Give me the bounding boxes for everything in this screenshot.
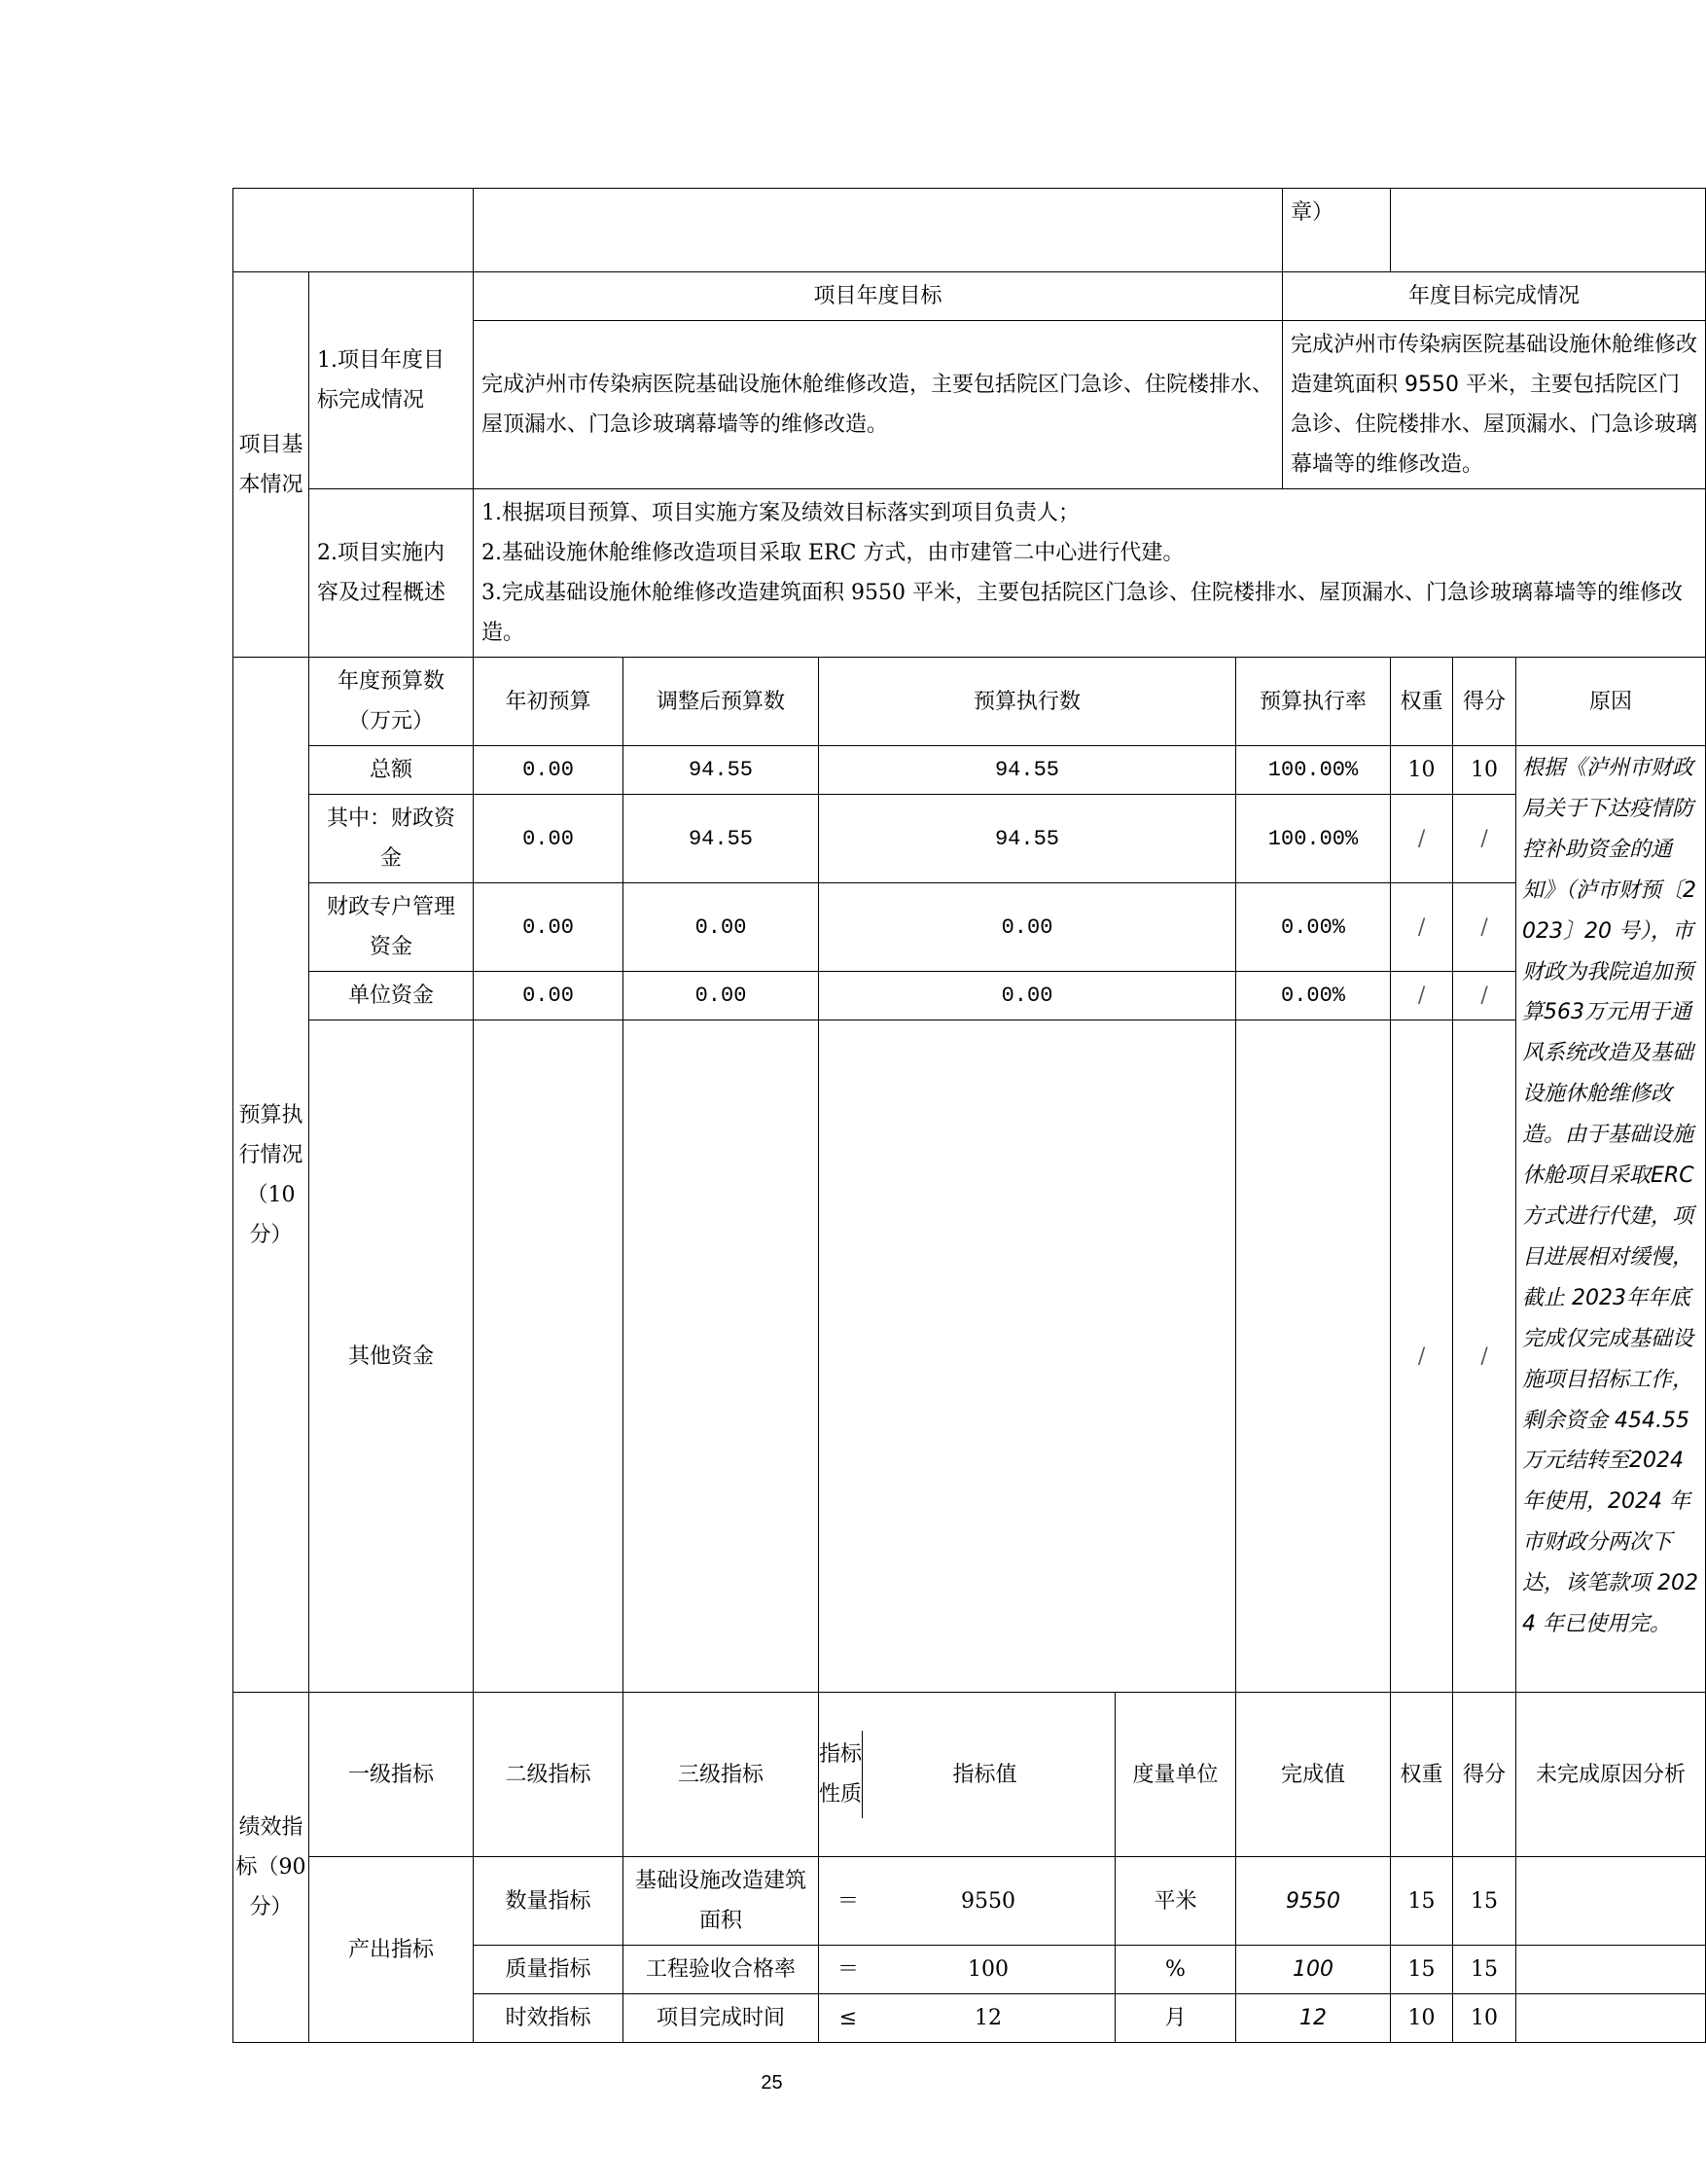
budget-rate: 100.00% [1236, 795, 1391, 883]
perf-score: 15 [1453, 1946, 1516, 1994]
perf-nature: ＝ [836, 1957, 859, 1982]
blank-cell [474, 189, 1283, 272]
budget-header-score: 得分 [1453, 658, 1516, 746]
perf-group-label: 产出指标 [309, 1857, 474, 2043]
perf-target: 100 [968, 1957, 1009, 1982]
process-item: 1.根据项目预算、项目实施方案及绩效目标落实到项目负责人； [481, 501, 1080, 525]
completion-header: 年度目标完成情况 [1283, 272, 1706, 321]
budget-row [233, 746, 1706, 795]
perf-header-unit: 度量单位 [1116, 1693, 1236, 1857]
perf-analysis [1516, 1857, 1706, 1946]
process-item: 2.基础设施休舱维修改造项目采取 ERC 方式，由市建管二中心进行代建。 [481, 541, 1185, 565]
budget-header-rate: 预算执行率 [1236, 658, 1391, 746]
perf-weight: 15 [1391, 1857, 1453, 1946]
perf-header-actual: 完成值 [1236, 1693, 1391, 1857]
perf-level3: 基础设施改造建筑面积 [623, 1857, 819, 1946]
target-text: 完成泸州市传染病医院基础设施休舱维修改造，主要包括院区门急诊、住院楼排水、屋顶漏水、门急诊玻璃幕墙等的维修改造。 [474, 321, 1283, 489]
perf-target: 9550 [961, 1888, 1015, 1914]
budget-weight: / [1391, 883, 1453, 972]
perf-header-analysis: 未完成原因分析 [1516, 1693, 1706, 1857]
budget-row-label: 财政专户管理资金 [309, 883, 474, 972]
budget-weight: / [1391, 1020, 1453, 1693]
budget-row-label: 总额 [309, 746, 474, 795]
performance-section-label: 绩效指标（90分） [233, 1693, 309, 2043]
budget-initial: 0.00 [474, 883, 623, 972]
perf-actual: 12 [1236, 1994, 1391, 2043]
perf-weight: 15 [1391, 1946, 1453, 1994]
perf-header-level1: 一级指标 [309, 1693, 474, 1857]
perf-score: 15 [1453, 1857, 1516, 1946]
perf-level2: 时效指标 [474, 1994, 623, 2043]
perf-level2: 质量指标 [474, 1946, 623, 1994]
perf-actual: 9550 [1236, 1857, 1391, 1946]
basic-section-label: 项目基本情况 [233, 272, 309, 658]
budget-rate [1236, 1020, 1391, 1693]
perf-header-level2: 二级指标 [474, 1693, 623, 1857]
perf-actual: 100 [1236, 1946, 1391, 1994]
budget-score: / [1453, 1020, 1516, 1693]
completion-text: 完成泸州市传染病医院基础设施休舱维修改造建筑面积 9550 平米，主要包括院区门急诊、住院楼排水、屋顶漏水、门急诊玻璃幕墙等的维修改造。 [1283, 321, 1706, 489]
budget-row [233, 883, 1706, 972]
budget-adjusted: 0.00 [623, 883, 819, 972]
blank-cell [1391, 189, 1706, 272]
perf-header-weight: 权重 [1391, 1693, 1453, 1857]
perf-nature: ＝ [836, 1888, 859, 1914]
performance-evaluation-table [232, 188, 1706, 2043]
budget-initial: 0.00 [474, 972, 623, 1020]
seal-text: 章） [1283, 189, 1391, 272]
process-item: 3.完成基础设施休舱维修改造建筑面积 9550 平米，主要包括院区门急诊、住院楼排水、屋顶漏水、门急诊玻璃幕墙等的维修改造。 [481, 581, 1683, 645]
target-label: 1.项目年度目标完成情况 [309, 272, 474, 489]
budget-adjusted: 94.55 [623, 746, 819, 795]
perf-unit: 月 [1116, 1994, 1236, 2043]
perf-unit: % [1116, 1946, 1236, 1994]
budget-weight: 10 [1391, 746, 1453, 795]
perf-header-target [819, 1693, 1116, 1857]
budget-executed: 94.55 [819, 746, 1236, 795]
continuation-row [233, 189, 1706, 272]
budget-adjusted: 0.00 [623, 972, 819, 1020]
budget-score: / [1453, 972, 1516, 1020]
budget-rate: 100.00% [1236, 746, 1391, 795]
budget-row [233, 795, 1706, 883]
budget-initial [474, 1020, 623, 1693]
budget-header-initial: 年初预算 [474, 658, 623, 746]
budget-header-annual: 年度预算数（万元） [309, 658, 474, 746]
budget-rate: 0.00% [1236, 883, 1391, 972]
process-content [474, 489, 1706, 658]
budget-header-weight: 权重 [1391, 658, 1453, 746]
budget-weight: / [1391, 972, 1453, 1020]
budget-header-reason: 原因 [1516, 658, 1706, 746]
budget-section-label: 预算执行情况（10分） [233, 658, 309, 1693]
budget-header-adjusted: 调整后预算数 [623, 658, 819, 746]
perf-header-score: 得分 [1453, 1693, 1516, 1857]
budget-weight: / [1391, 795, 1453, 883]
page-number: 25 [761, 2072, 783, 2094]
perf-header-level3: 三级指标 [623, 1693, 819, 1857]
perf-target: 12 [975, 2006, 1002, 2030]
budget-row-label: 其中：财政资金 [309, 795, 474, 883]
budget-executed [819, 1020, 1236, 1693]
budget-reason-text: 根据《泸州市财政局关于下达疫情防控补助资金的通知》（泸市财预〔2023〕20 号），市财政为我院追加预算563万元用于通风系统改造及基础设施休舱维修改造。由于基础设施休舱项目采取ERC方式进行代建，项目进展相对缓慢，截止 2023年年底完成仅完成基础设施项目招标工作，剩余资金 454.55 万元结转至2024年使用，2024 年市财政分两次下达，该笔款项 2024 年已使用完。 [1516, 746, 1706, 1693]
budget-executed: 0.00 [819, 972, 1236, 1020]
perf-score: 10 [1453, 1994, 1516, 2043]
budget-executed: 94.55 [819, 795, 1236, 883]
budget-initial: 0.00 [474, 746, 623, 795]
budget-adjusted: 94.55 [623, 795, 819, 883]
perf-row [233, 1857, 1706, 1946]
budget-initial: 0.00 [474, 795, 623, 883]
perf-target-cell [819, 1946, 1116, 1994]
budget-header-executed: 预算执行数 [819, 658, 1236, 746]
budget-score: 10 [1453, 746, 1516, 795]
blank-cell [233, 189, 474, 272]
budget-adjusted [623, 1020, 819, 1693]
budget-row-label: 其他资金 [309, 1020, 474, 1693]
budget-row [233, 972, 1706, 1020]
perf-nature: ≤ [838, 2006, 858, 2030]
perf-analysis [1516, 1994, 1706, 2043]
perf-header-target-value: 指标值 [952, 1762, 1017, 1787]
budget-score: / [1453, 795, 1516, 883]
budget-row-label: 单位资金 [309, 972, 474, 1020]
target-header: 项目年度目标 [474, 272, 1283, 321]
perf-unit: 平米 [1116, 1857, 1236, 1946]
perf-header-nature: 指标性质 [819, 1731, 863, 1818]
perf-target-cell [819, 1857, 1116, 1946]
budget-row [233, 1020, 1706, 1693]
process-label: 2.项目实施内容及过程概述 [309, 489, 474, 658]
perf-level3: 工程验收合格率 [623, 1946, 819, 1994]
perf-target-cell [819, 1994, 1116, 2043]
budget-score: / [1453, 883, 1516, 972]
perf-level2: 数量指标 [474, 1857, 623, 1946]
perf-analysis [1516, 1946, 1706, 1994]
budget-rate: 0.00% [1236, 972, 1391, 1020]
perf-weight: 10 [1391, 1994, 1453, 2043]
budget-executed: 0.00 [819, 883, 1236, 972]
perf-level3: 项目完成时间 [623, 1994, 819, 2043]
